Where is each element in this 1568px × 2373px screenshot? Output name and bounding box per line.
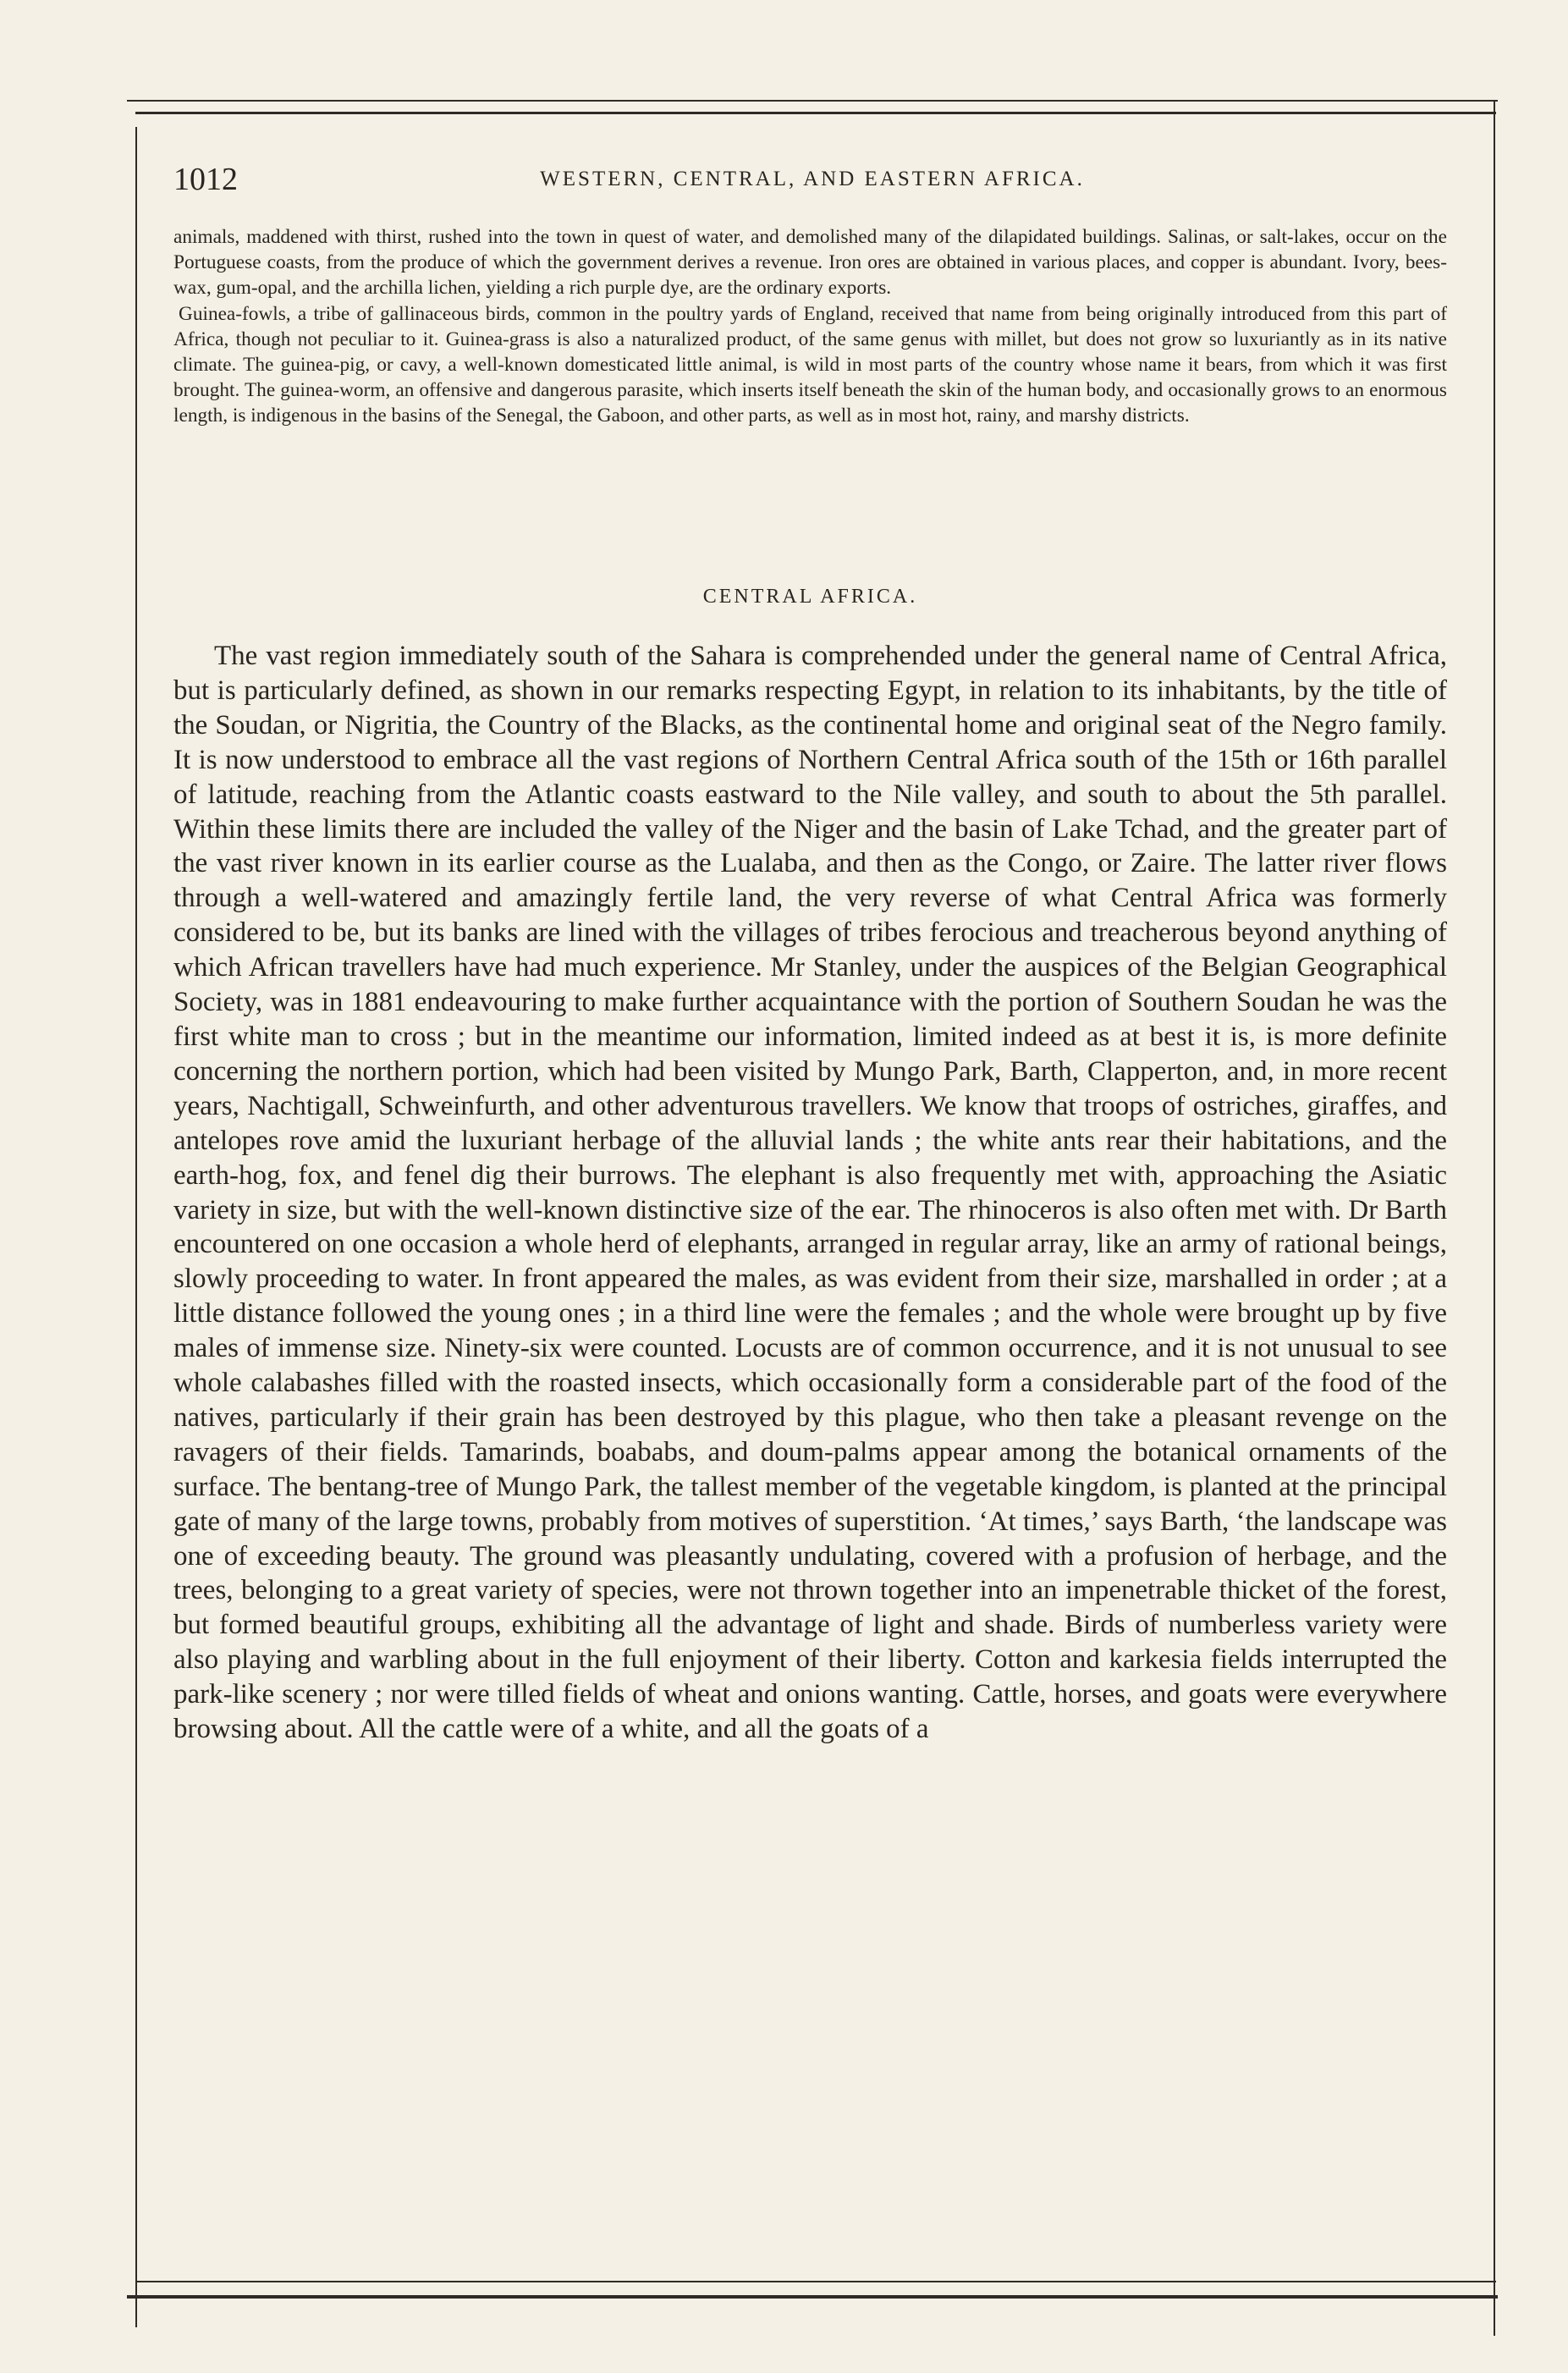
top-border-rule bbox=[127, 100, 1498, 102]
left-frame-rule bbox=[135, 127, 137, 2327]
small-paragraph-1: animals, maddened with thirst, rushed into the town in quest of water, and demolished many of the dilapidated buildings. Salinas, or salt-lakes, occur on the Portuguese coasts, from the produce of which the government derives a revenue. Iron ores are obtained in various places, and copper is abundant. Ivory, bees-wax, gum-opal, and the archilla lichen, yielding a rich purple dye, are the ordinary exports. bbox=[173, 226, 1447, 300]
body-paragraph: The vast region immediately south of the Sahara is comprehended under the general name of Central Africa, but is particularly defined, as shown in our remarks respecting Egypt, in relation to its inhabitants, by the title of the Soudan, or Nigritia, the Country of the Blacks, as the continental home and original seat of the Negro family. It is now understood to embrace all the vast regions of Northern Central Africa south of the 15th or 16th parallel of latitude, reaching from the Atlantic coasts eastward to the Nile valley, and south to about the 5th parallel. Within these limits there are included the valley of the Niger and the basin of Lake Tchad, and the greater part of the vast river known in its earlier course as the Lualaba, and then as the Congo, or Zaire. The latter river flows through a well-watered and amazingly fertile land, the very reverse of what Central Africa was formerly considered to be, but its banks are lined with the villages of tribes ferocious and treacherous beyond anything of which African travellers have had much experience. Mr Stanley, under the auspices of the Belgian Geographical Society, was in 1881 endeavouring to make further acquaintance with the portion of Southern Soudan he was the first white man to cross ; but in the meantime our information, limited indeed as at best it is, is more definite concerning the northern portion, which had been visited by Mungo Park, Barth, Clapperton, and, in more recent years, Nachtigall, Schweinfurth, and other adventurous travellers. We know that troops of ostriches, giraffes, and antelopes rove amid the luxuriant herbage of the alluvial lands ; the white ants rear their habitations, and the earth-hog, fox, and fenel dig their burrows. The elephant is also frequently met with, approaching the Asiatic variety in size, but with the well-known distinctive size of the ear. The rhinoceros is also often met with. Dr Barth encountered on one occasion a whole herd of elephants, arranged in regular array, like an army of rational beings, slowly proceeding to water. In front appeared the males, as was evident from their size, marshalled in order ; at a little distance followed the young ones ; in a third line were the females ; and the whole were brought up by five males of immense size. Ninety-six were counted. Locusts are of common occurrence, and it is not unusual to see whole calabashes filled with the roasted insects, which occasionally form a considerable part of the food of the natives, particularly if their grain has been destroyed by this plague, who then take a pleasant revenge on the ravagers of their fields. Tamarinds, boababs, and doum-palms appear among the botanical ornaments of the surface. The bentang-tree of Mungo Park, the tallest member of the vegetable kingdom, is planted at the principal gate of many of the large towns, probably from motives of superstition. ‘At times,’ says Barth, ‘the landscape was one of exceeding beauty. The ground was pleasantly undulating, covered with a profusion of herbage, and the trees, belonging to a great variety of species, were not thrown together into an impenetrable thicket of the forest, but formed beautiful groups, exhibiting all the advantage of light and shade. Birds of numberless variety were also playing and warbling about in the full enjoyment of their liberty. Cotton and karkesia fields interrupted the park-like scenery ; nor were tilled fields of wheat and onions wanting. Cattle, horses, and goats were everywhere browsing about. All the cattle were of a white, and all the goats of a bbox=[173, 641, 1447, 1745]
top-border-rule-inner bbox=[135, 112, 1496, 114]
page-header bbox=[173, 161, 1451, 203]
small-paragraph-2: Guinea-fowls, a tribe of gallinaceous birds, common in the poultry yards of England, received that name from being originally introduced from this part of Africa, though not peculiar to it. Guinea-grass is also a naturalized product, of the same genus with millet, but does not grow so luxuriantly as in its native climate. The guinea-pig, or cavy, a well-known domesticated little animal, is wild in most parts of the country whose name it bears, from which it was first brought. The guinea-worm, an offensive and dangerous parasite, which inserts itself beneath the skin of the human body, and occasionally grows to an enormous length, is indigenous in the basins of the Senegal, the Gaboon, and other parts, as well as in most hot, rainy, and marshy districts. bbox=[173, 302, 1447, 427]
section-heading: CENTRAL AFRICA. bbox=[702, 586, 918, 608]
running-title: WESTERN, CENTRAL, AND EASTERN AFRICA. bbox=[540, 168, 1085, 190]
page-number: 1012 bbox=[173, 162, 238, 197]
bottom-border-rule-inner bbox=[135, 2281, 1496, 2282]
right-frame-rule bbox=[1494, 102, 1495, 2336]
main-body bbox=[173, 639, 1447, 1747]
small-print-section bbox=[173, 224, 1447, 429]
bottom-border-rule bbox=[127, 2295, 1498, 2299]
